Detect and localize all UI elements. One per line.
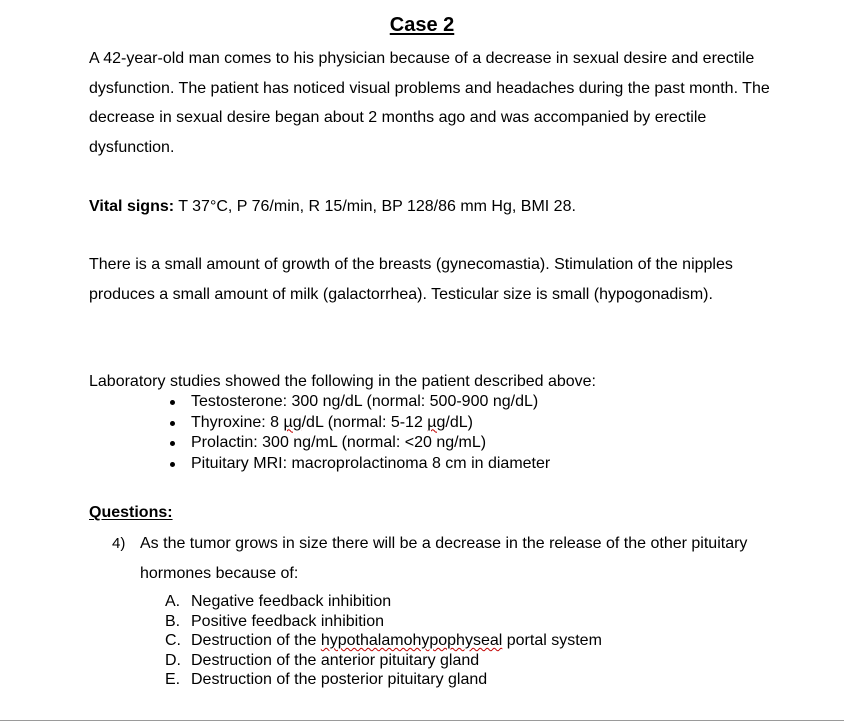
option-letter: C. [165,632,181,649]
lab-results-list [168,392,550,474]
vital-signs-values: T 37°C, P 76/min, R 15/min, BP 128/86 mm Hg, BMI 28. [174,198,576,215]
questions-heading: Questions: [89,504,173,521]
vital-signs-label: Vital signs: [89,198,175,215]
lab-item-testosterone [168,392,550,413]
option-letter: D. [165,651,181,669]
exam-paragraph: There is a small amount of growth of the breasts (gynecomastia). Stimulation of the nipples produces a small amount of milk (galactorrhea). Testicular size is small (hypogonadism). [89,256,733,303]
option-a [165,592,602,612]
case-title: Case 2 [389,14,455,36]
option-d [165,651,602,671]
history-paragraph: A 42-year-old man comes to his physician because of a decrease in sexual desire and erectile dysfunction. The patient has noticed visual problems and headaches during the past month. The decrease in sexual desire began about 2 months ago and was accompanied by erectile dysfunction. [89,50,770,156]
option-letter: A. [165,593,181,610]
lab-item-thyroxine [168,413,550,434]
lab-item-pituitary-mri [168,454,550,475]
lab-item-text: /dL (normal: 5-12 [301,413,428,431]
lab-intro: Laboratory studies showed the following in the patient described above: [89,373,596,390]
question-text: As the tumor grows in size there will be a decrease in the release of the other pituitary hormones because of: [140,535,748,582]
option-letter: B. [165,612,181,630]
question-number: 4) [112,535,126,552]
option-text: Positive feedback inhibition [191,612,385,630]
answer-options [165,592,602,690]
vital-signs-paragraph [89,192,789,222]
option-text: Negative feedback inhibition [191,593,392,610]
lab-item-text: Pituitary MRI: macroprolactinoma 8 cm in diameter [191,454,551,472]
option-text: Destruction of the anterior pituitary gland [191,651,480,669]
unit-misspelling-mark: µg [427,413,446,431]
option-letter: E. [165,671,181,688]
option-e [165,670,602,690]
option-text: portal system [502,632,602,649]
spellcheck-word: hypothalamohypophyseal [320,632,503,649]
option-text: Destruction of the posterior pituitary gland [191,671,488,688]
lab-item-text: Thyroxine: 8 [191,413,284,431]
option-text: Destruction of the [191,632,321,649]
option-b [165,612,602,632]
lab-item-prolactin [168,433,550,454]
page-bottom-divider [0,720,844,721]
unit-misspelling-mark: µg [283,413,302,431]
question-4 [112,529,752,589]
lab-item-text: Testosterone: 300 ng/dL (normal: 500-900 ng/dL) [191,393,539,410]
lab-item-text: Prolactin: 300 ng/mL (normal: <20 ng/mL) [191,434,487,451]
lab-item-text: /dL) [445,413,473,431]
option-c [165,631,602,651]
